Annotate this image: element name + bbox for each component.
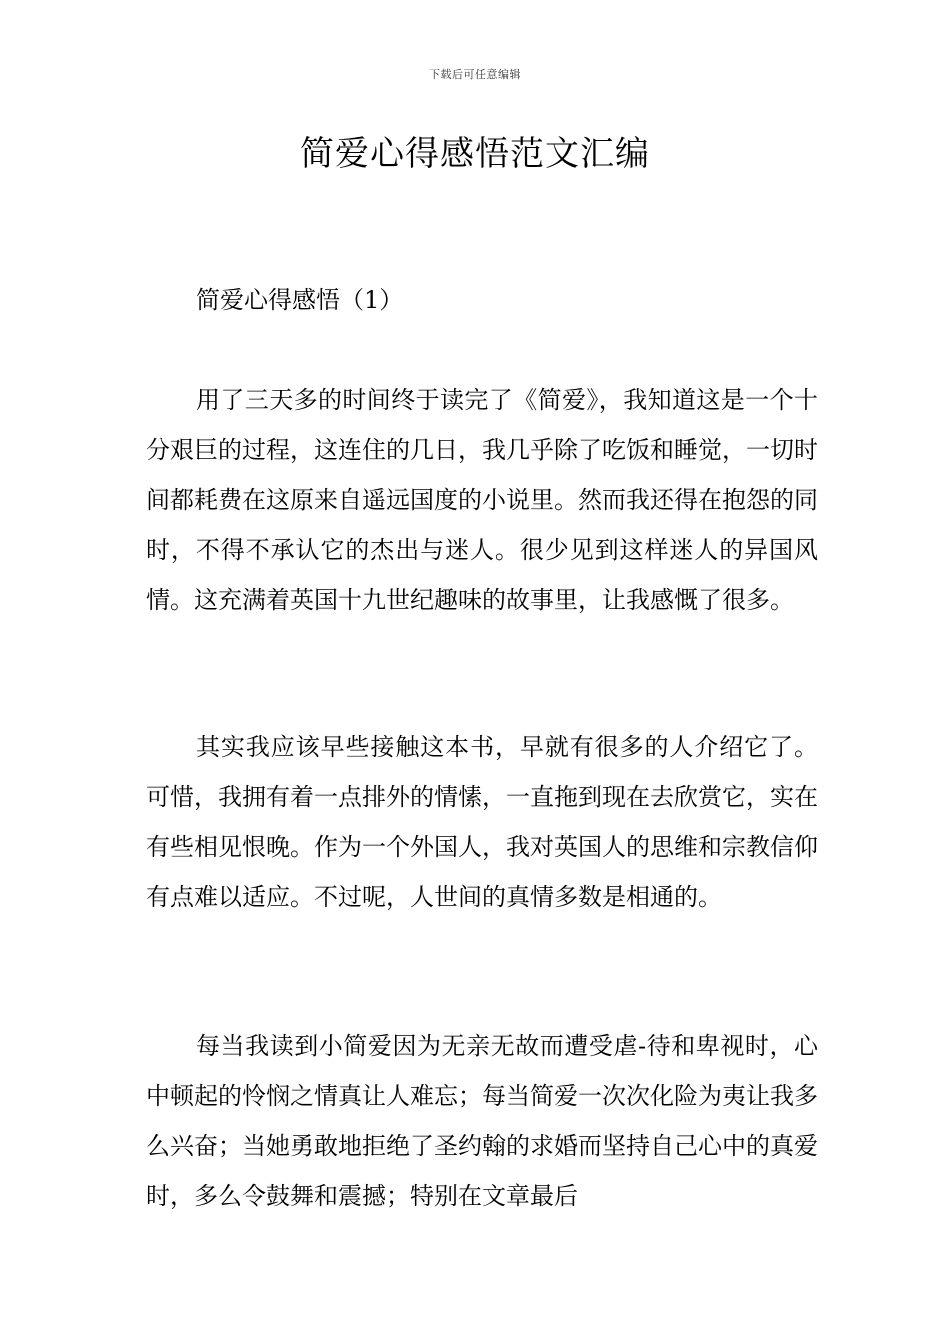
header-note: 下载后可任意编辑	[429, 68, 521, 81]
section-heading: 简爱心得感悟（1）	[196, 286, 404, 314]
document-title: 简爱心得感悟范文汇编	[300, 134, 650, 174]
paragraph-3: 每当我读到小简爱因为无亲无故而遭受虐-待和卑视时，心中顿起的怜悯之情真让人难忘；每当简爱一次次化险为夷让我多么兴奋；当她勇敢地拒绝了圣约翰的求婚而坚持自己心中的真爱时，多么令鼓舞和震撼；特别在文章最后	[146, 1032, 818, 1210]
paragraph-1: 用了三天多的时间终于读完了《简爱》，我知道这是一个十分艰巨的过程，这连住的几日，我几乎除了吃饭和睡觉，一切时间都耗费在这原来自遥远国度的小说里。然而我还得在抱怨的同时，不得不承认它的杰出与迷人。很少见到这样迷人的异国风情。这充满着英国十九世纪趣味的故事里，让我感慨了很多。	[146, 386, 818, 614]
paragraph-2: 其实我应该早些接触这本书，早就有很多的人介绍它了。可惜，我拥有着一点排外的情愫，一直拖到现在去欣赏它，实在有些相见恨晚。作为一个外国人，我对英国人的思维和宗教信仰有点难以适应。不过呢，人世间的真情多数是相通的。	[146, 733, 818, 911]
